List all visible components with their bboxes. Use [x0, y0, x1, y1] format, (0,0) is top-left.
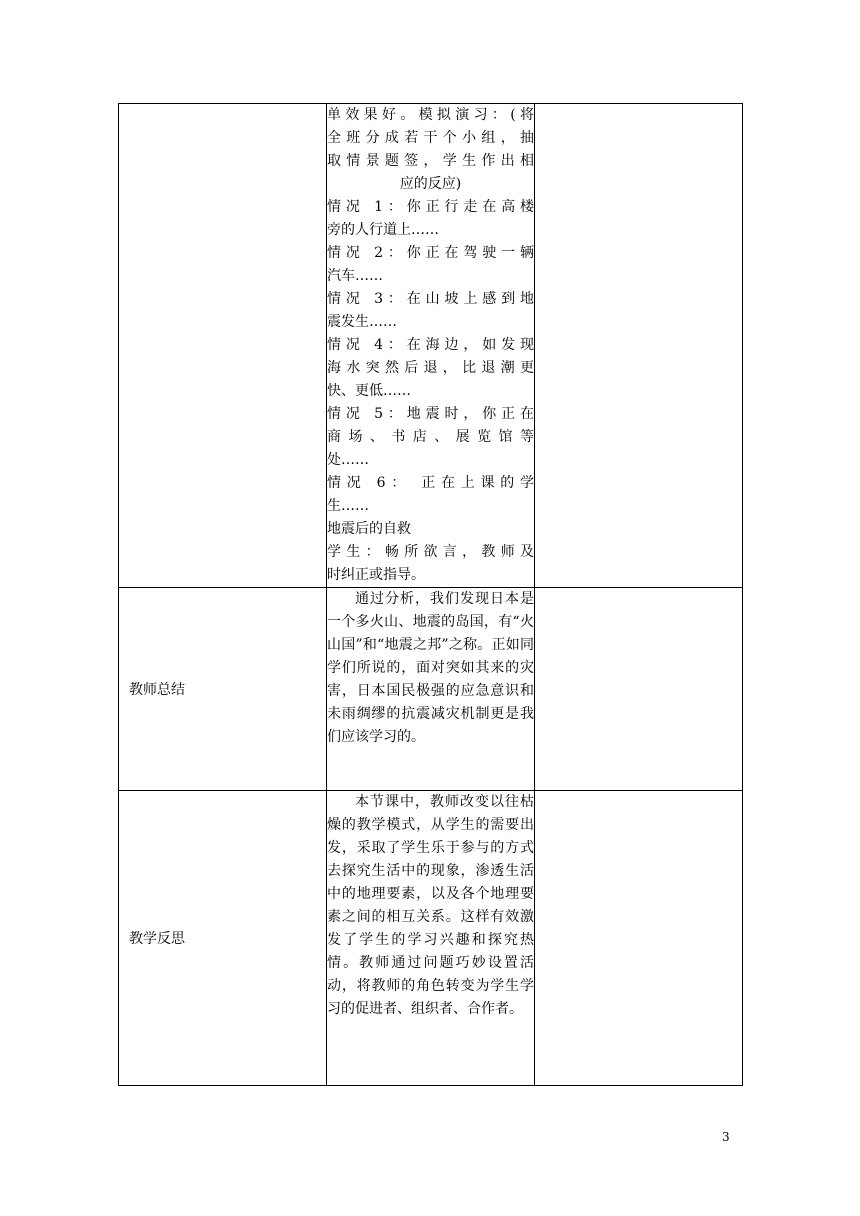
content-line: 汽车……: [327, 268, 383, 284]
content-line: 情况 3：在山坡上感到地: [327, 291, 534, 307]
content-line: 快、更低……: [327, 383, 411, 399]
summary-text: 通过分析，我们发现日本是一个多火山、地震的岛国，有“火山国”和“地震之邦”之称。正如同学们所说的，面对突如其来的灾害，日本国民极强的应急意识和未雨绸缪的抗震减灾机制更是我们应该学习的。: [327, 591, 534, 745]
lesson-plan-table: [118, 103, 743, 1086]
content-line: 学生：畅所欲言，教师及: [327, 544, 534, 560]
content-line: 处……: [327, 452, 369, 468]
content-line: 情况 2：你正在驾驶一辆: [327, 245, 534, 261]
content-line: 地震后的自救: [327, 521, 411, 537]
content-line: 震发生……: [327, 314, 397, 330]
empty-cell: [535, 104, 743, 588]
content-line: 情况 1：你正行走在高楼: [327, 199, 534, 215]
content-line: 商场、书店、展览馆等: [327, 429, 534, 445]
content-cell: [327, 104, 535, 588]
content-line: 全班分成若干个小组，抽: [327, 130, 534, 146]
content-line: 生……: [327, 498, 369, 514]
content-line: 情况 5：地震时，你正在: [327, 406, 534, 422]
page-number: 3: [722, 1130, 730, 1144]
row-label-cell: [119, 104, 327, 588]
empty-cell: [535, 791, 743, 1086]
content-line: 单效果好。模拟演习：(将: [327, 107, 534, 123]
content-cell: [327, 791, 535, 1086]
table-row: [119, 791, 743, 1086]
content-line: 应的反应): [399, 176, 462, 192]
table-row: [119, 104, 743, 588]
table-row: [119, 588, 743, 791]
content-line: 时纠正或指导。: [327, 567, 425, 583]
content-line: 旁的人行道上……: [327, 222, 439, 238]
empty-cell: [535, 588, 743, 791]
content-line: 取情景题签，学生作出相: [327, 153, 534, 169]
row-label-teacher-summary: 教师总结: [119, 588, 327, 791]
content-cell: [327, 588, 535, 791]
reflection-text: 本节课中，教师改变以往枯燥的教学模式，从学生的需要出发，采取了学生乐于参与的方式去探究生活中的现象，渗透生活中的地理要素，以及各个地理要素之间的相互关系。这样有效激发了学生的学习兴趣和探究热情。教师通过问题巧妙设置活动，将教师的角色转变为学生学习的促进者、组织者、合作者。: [327, 794, 534, 1017]
content-line: 情况 6： 正在上课的学: [327, 475, 534, 491]
content-line: 海水突然后退，比退潮更: [327, 360, 534, 376]
content-line: 情况 4：在海边，如发现: [327, 337, 534, 353]
row-label-teaching-reflection: 教学反思: [119, 791, 327, 1086]
